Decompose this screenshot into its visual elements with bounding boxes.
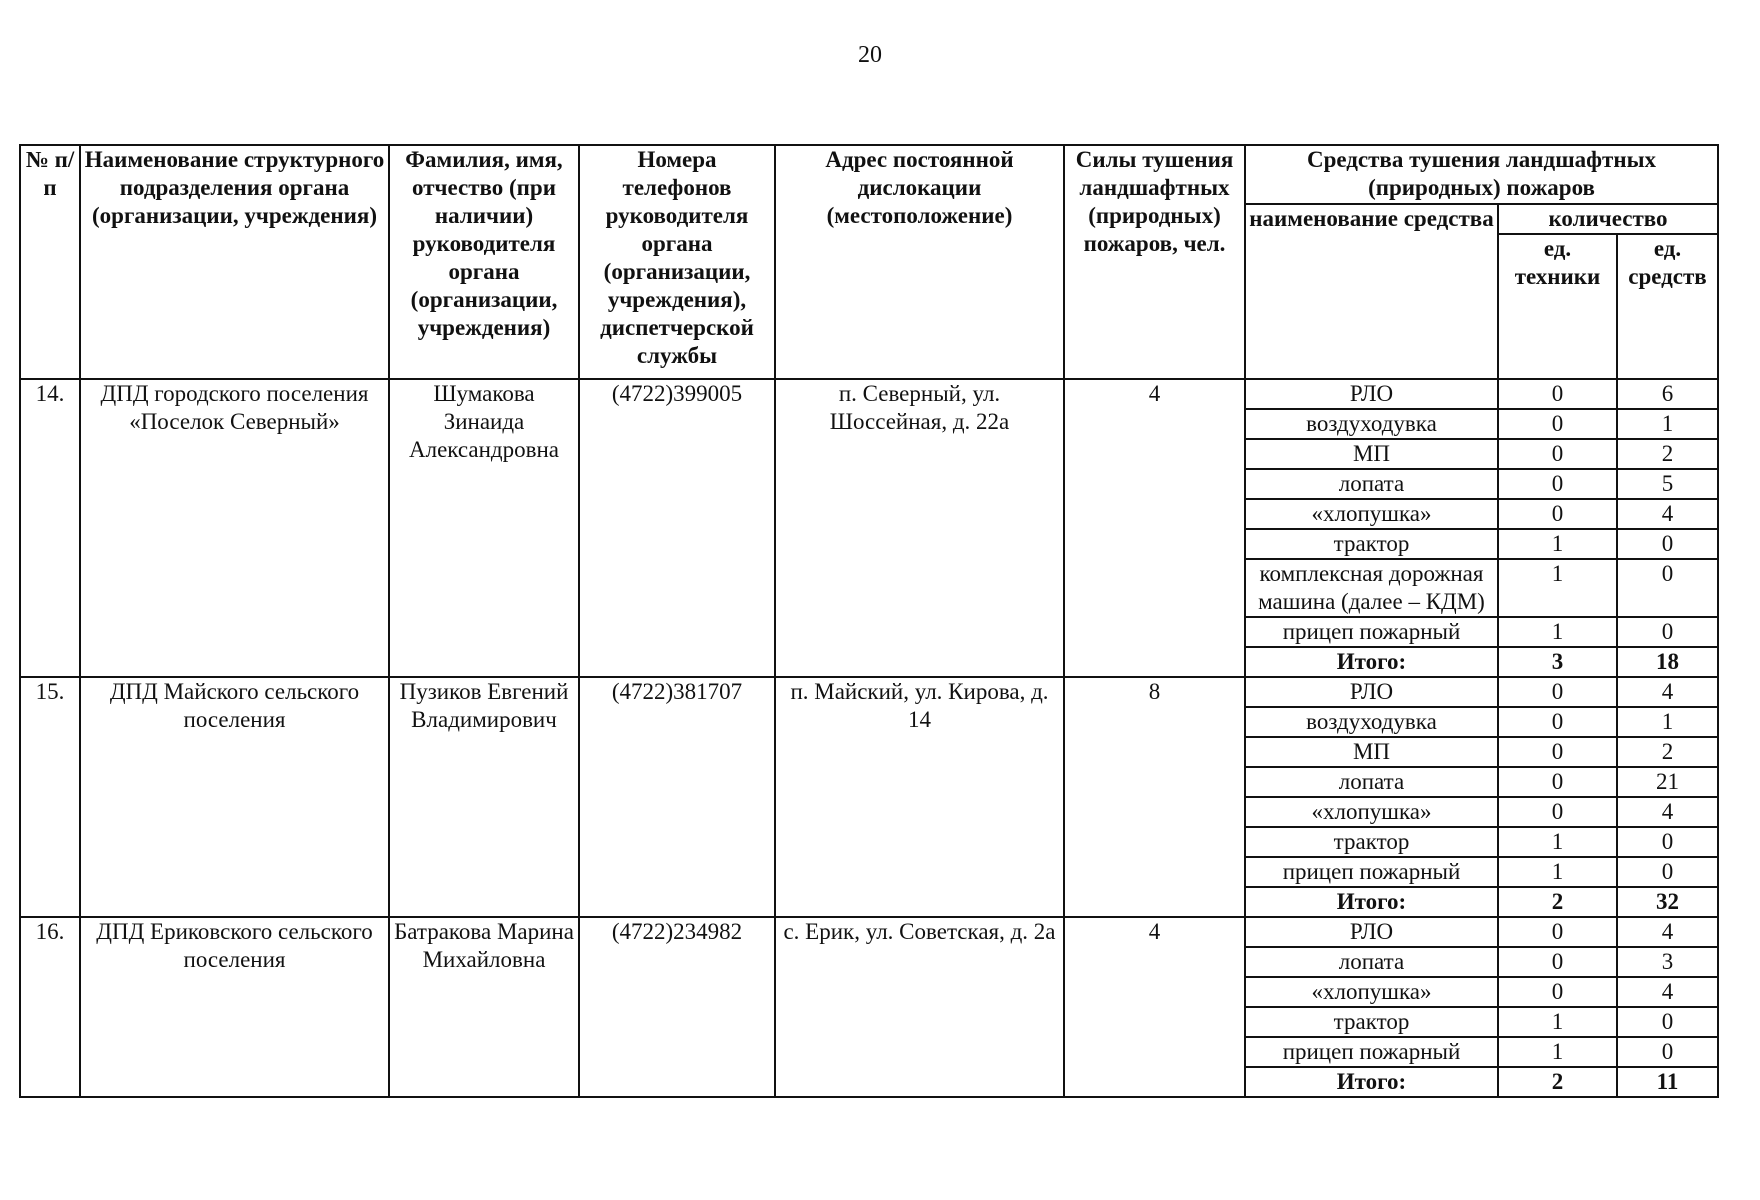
quantity-means: 0 (1617, 559, 1718, 617)
total-means-item-name: Итого: (1245, 647, 1498, 677)
quantity-tech: 0 (1498, 737, 1617, 767)
header-name: Наименование структурного подразделения органа (организации, учреждения) (80, 145, 389, 379)
quantity-tech: 0 (1498, 409, 1617, 439)
table-header (20, 145, 1718, 379)
header-means: Средства тушения ландшафтных (природных) пожаров (1245, 145, 1718, 204)
means-item-name: комплексная дорожная машина (далее – КДМ) (1245, 559, 1498, 617)
means-item-name: трактор (1245, 529, 1498, 559)
means-item-name: МП (1245, 439, 1498, 469)
header-num: № п/п (20, 145, 80, 379)
total-quantity-means: 18 (1617, 647, 1718, 677)
quantity-tech: 0 (1498, 797, 1617, 827)
means-item-name: «хлопушка» (1245, 977, 1498, 1007)
quantity-tech: 1 (1498, 857, 1617, 887)
quantity-tech: 1 (1498, 559, 1617, 617)
quantity-tech: 0 (1498, 499, 1617, 529)
header-fio: Фамилия, имя, отчество (при наличии) руководителя органа (организации, учреждения) (389, 145, 579, 379)
total-quantity-tech: 2 (1498, 887, 1617, 917)
head-name: Батракова Марина Михайловна (389, 917, 579, 1097)
quantity-tech: 0 (1498, 707, 1617, 737)
quantity-means: 0 (1617, 827, 1718, 857)
forces-count: 4 (1064, 917, 1245, 1097)
head-name: Пузиков Евгений Владимирович (389, 677, 579, 917)
header-quantity: количество (1498, 204, 1718, 234)
total-quantity-means: 32 (1617, 887, 1718, 917)
row-number: 16. (20, 917, 80, 1097)
header-units-tech: ед. техники (1498, 234, 1617, 379)
total-means-item-name: Итого: (1245, 887, 1498, 917)
unit-name: ДПД городского поселения «Поселок Северный» (80, 379, 389, 677)
quantity-tech: 0 (1498, 439, 1617, 469)
means-item-name: прицеп пожарный (1245, 857, 1498, 887)
quantity-means: 1 (1617, 409, 1718, 439)
head-name: Шумакова Зинаида Александровна (389, 379, 579, 677)
total-quantity-tech: 2 (1498, 1067, 1617, 1097)
quantity-means: 3 (1617, 947, 1718, 977)
quantity-means: 2 (1617, 439, 1718, 469)
quantity-means: 0 (1617, 1037, 1718, 1067)
forces-count: 4 (1064, 379, 1245, 677)
table-body (20, 379, 1718, 1097)
total-quantity-tech: 3 (1498, 647, 1617, 677)
means-item-name: РЛО (1245, 677, 1498, 707)
quantity-means: 21 (1617, 767, 1718, 797)
address: п. Майский, ул. Кирова, д. 14 (775, 677, 1064, 917)
quantity-tech: 1 (1498, 617, 1617, 647)
header-address: Адрес постоянной дислокации (местоположение) (775, 145, 1064, 379)
header-units-means: ед. средств (1617, 234, 1718, 379)
unit-name: ДПД Ериковского сельского поселения (80, 917, 389, 1097)
quantity-means: 5 (1617, 469, 1718, 499)
means-item-name: прицеп пожарный (1245, 617, 1498, 647)
means-item-name: МП (1245, 737, 1498, 767)
header-phones: Номера телефонов руководителя органа (организации, учреждения), диспетчерской службы (579, 145, 775, 379)
header-forces: Силы тушения ландшафтных (природных) пожаров, чел. (1064, 145, 1245, 379)
header-means-name: наименование средства (1245, 204, 1498, 379)
quantity-tech: 0 (1498, 947, 1617, 977)
quantity-tech: 0 (1498, 917, 1617, 947)
means-item-name: лопата (1245, 767, 1498, 797)
quantity-means: 1 (1617, 707, 1718, 737)
table-row (20, 379, 1718, 409)
means-item-name: воздуходувка (1245, 707, 1498, 737)
row-number: 14. (20, 379, 80, 677)
address: п. Северный, ул. Шоссейная, д. 22а (775, 379, 1064, 677)
quantity-means: 4 (1617, 677, 1718, 707)
forces-count: 8 (1064, 677, 1245, 917)
means-item-name: РЛО (1245, 917, 1498, 947)
means-item-name: трактор (1245, 1007, 1498, 1037)
quantity-tech: 0 (1498, 977, 1617, 1007)
quantity-means: 0 (1617, 529, 1718, 559)
quantity-tech: 0 (1498, 677, 1617, 707)
quantity-means: 6 (1617, 379, 1718, 409)
phone-number: (4722)234982 (579, 917, 775, 1097)
means-item-name: прицеп пожарный (1245, 1037, 1498, 1067)
quantity-tech: 0 (1498, 379, 1617, 409)
quantity-means: 0 (1617, 617, 1718, 647)
means-item-name: «хлопушка» (1245, 499, 1498, 529)
means-item-name: трактор (1245, 827, 1498, 857)
phone-number: (4722)399005 (579, 379, 775, 677)
means-item-name: воздуходувка (1245, 409, 1498, 439)
quantity-means: 0 (1617, 1007, 1718, 1037)
means-item-name: лопата (1245, 947, 1498, 977)
quantity-means: 4 (1617, 797, 1718, 827)
quantity-means: 0 (1617, 857, 1718, 887)
total-means-item-name: Итого: (1245, 1067, 1498, 1097)
means-item-name: лопата (1245, 469, 1498, 499)
page-number: 20 (858, 42, 882, 68)
quantity-tech: 0 (1498, 767, 1617, 797)
table-row (20, 677, 1718, 707)
means-item-name: РЛО (1245, 379, 1498, 409)
row-number: 15. (20, 677, 80, 917)
means-item-name: «хлопушка» (1245, 797, 1498, 827)
quantity-tech: 1 (1498, 1037, 1617, 1067)
phone-number: (4722)381707 (579, 677, 775, 917)
quantity-means: 2 (1617, 737, 1718, 767)
quantity-means: 4 (1617, 499, 1718, 529)
table-row (20, 917, 1718, 947)
quantity-tech: 1 (1498, 827, 1617, 857)
total-quantity-means: 11 (1617, 1067, 1718, 1097)
firefighting-resources-table (19, 144, 1719, 1098)
quantity-tech: 1 (1498, 1007, 1617, 1037)
quantity-means: 4 (1617, 977, 1718, 1007)
address: с. Ерик, ул. Советская, д. 2а (775, 917, 1064, 1097)
quantity-tech: 1 (1498, 529, 1617, 559)
quantity-tech: 0 (1498, 469, 1617, 499)
quantity-means: 4 (1617, 917, 1718, 947)
unit-name: ДПД Майского сельского поселения (80, 677, 389, 917)
